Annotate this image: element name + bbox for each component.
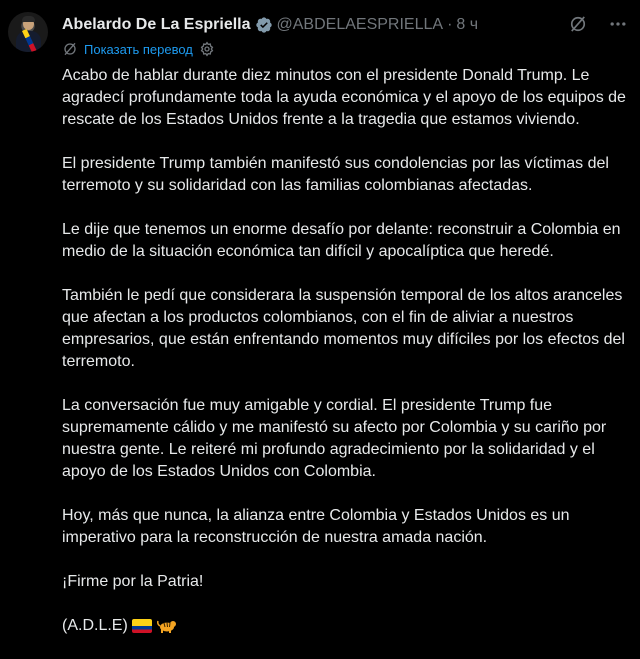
tweet-paragraph: También le pedí que considerara la suspensión temporal de los altos aranceles que afectan a los productos colombianos, con el fin de aliviar a nuestros empresarios, que están enfrentando momentos muy difíciles por los efectos del terremoto. xyxy=(62,287,625,370)
tweet-paragraph: El presidente Trump también manifestó sus condolencias por las víctimas del terremoto y su solidaridad con las familias colombianas afectadas. xyxy=(62,155,609,194)
tweet-paragraph: Le dije que tenemos un enorme desafío por delante: reconstruir a Colombia en medio de la situación económica tan difícil y apocalíptica que heredé. xyxy=(62,221,621,260)
handle[interactable]: @ABDELAESPRIELLA xyxy=(276,16,444,33)
top-actions xyxy=(568,14,628,34)
show-translation-link[interactable]: Показать перевод xyxy=(84,41,193,57)
verified-badge-icon[interactable] xyxy=(255,16,273,34)
more-icon[interactable] xyxy=(608,14,628,34)
colombia-flag-icon xyxy=(132,619,152,633)
tweet-header xyxy=(62,14,478,36)
separator: · xyxy=(447,16,453,33)
tiger-icon xyxy=(157,618,177,634)
translate-icon xyxy=(62,41,78,57)
gear-icon[interactable] xyxy=(199,41,215,57)
tweet-signature-line xyxy=(62,615,632,637)
tweet-text xyxy=(62,65,632,659)
timestamp[interactable]: 8 ч xyxy=(456,16,479,33)
tweet-paragraph: Hoy, más que nunca, la alianza entre Colombia y Estados Unidos es un imperativo para la reconstrucción de nuestra amada nación. xyxy=(62,507,570,546)
tweet-paragraph: La conversación fue muy amigable y cordial. El presidente Trump fue supremamente cálido y me manifestó su afecto por Colombia y su cariño por nuestra gente. Le reiteré mi profundo agradecimiento por la solidaridad y el apoyo de los Estados Unidos con Colombia. xyxy=(62,397,607,480)
tweet-signature: (A.D.L.E) xyxy=(62,617,128,634)
translate-row xyxy=(62,41,215,57)
tweet-paragraph: ¡Firme por la Patria! xyxy=(62,573,204,590)
grok-icon[interactable] xyxy=(568,14,588,34)
avatar[interactable] xyxy=(8,12,48,52)
display-name[interactable]: Abelardo De La Espriella xyxy=(62,16,251,33)
tweet-paragraph: Acabo de hablar durante diez minutos con el presidente Donald Trump. Le agradecí profundamente toda la ayuda económica y el apoyo de los equipos de rescate de los Estados Unidos frente a la tragedia que estamos viviendo. xyxy=(62,67,626,128)
